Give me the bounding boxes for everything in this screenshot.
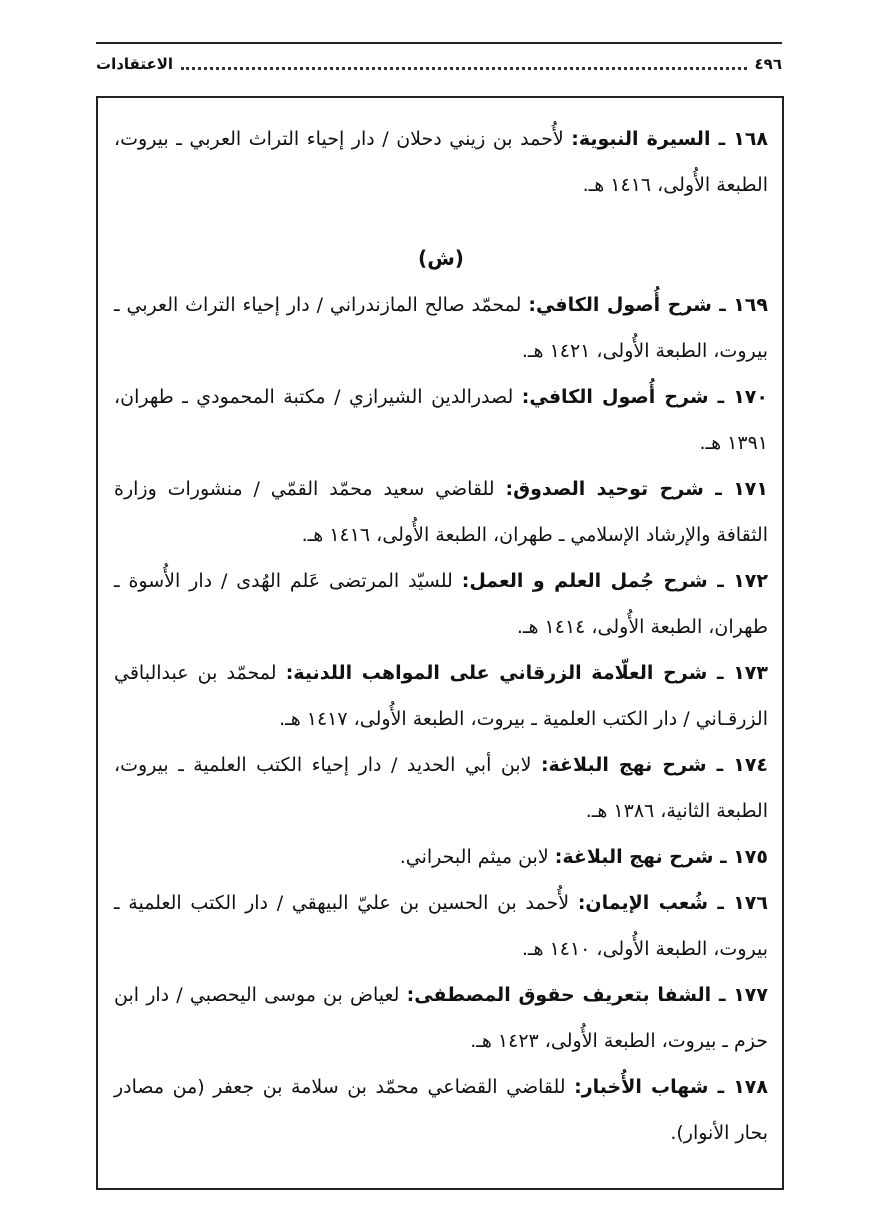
entry-number: ١٧١ (733, 478, 768, 500)
entry-body: للسيّد المرتضى عَلم الهُدى / دار الأُسوة ـ طهران، الطبعة الأُولى، ١٤١٤ هـ. (114, 570, 768, 638)
bibliography-entry: ١٧٧ ـ الشفا بتعريف حقوق المصطفى: لعياض بن موسى اليحصبي / دار ابن حزم ـ بيروت، الطبعة الأُولى، ١٤٢٣ هـ. (114, 984, 768, 1052)
entry-body: للقاضي القضاعي محمّد بن سلامة بن جعفر (من مصادر بحار الأنوار). (114, 1076, 768, 1144)
entry-title: شرح أُصول الكافي: (521, 386, 709, 408)
entry-body: للقاضي سعيد محمّد القمّي / منشورات وزارة الثقافة والإرشاد الإسلامي ـ طهران، الطبعة الأُولى، ١٤١٦ هـ. (114, 478, 768, 546)
entry-title: شرح جُمل العلم و العمل: (461, 570, 708, 592)
entry-body: لأُحمد بن زيني دحلان / دار إحياء التراث العربي ـ بيروت، الطبعة الأُولى، ١٤١٦ هـ. (114, 128, 768, 196)
entry-title: شرح توحيد الصدوق: (505, 478, 704, 500)
bibliography-entry: ١٧١ ـ شرح توحيد الصدوق: للقاضي سعيد محمّد القمّي / منشورات وزارة الثقافة والإرشاد الإسلامي ـ طهران، الطبعة الأُولى، ١٤١٦ هـ. (114, 478, 768, 546)
bibliography-entry: ١٧٤ ـ شرح نهج البلاغة: لابن أبي الحديد / دار إحياء الكتب العلمية ـ بيروت، الطبعة الثانية، ١٣٨٦ هـ. (114, 754, 769, 822)
entry-body: لمحمّد صالح المازندراني / دار إحياء التراث العربي ـ بيروت، الطبعة الأُولى، ١٤٢١ هـ. (114, 294, 768, 362)
entry-number: ١٦٨ (733, 128, 769, 150)
entry-body: لأُحمد بن الحسين بن عليّ البيهقي / دار الكتب العلمية ـ بيروت، الطبعة الأُولى، ١٤١٠ هـ. (114, 892, 768, 960)
entry-number: ١٧٠ (733, 386, 768, 408)
entry-number: ١٧٢ (733, 570, 768, 592)
running-title: الاعتقادات (96, 55, 174, 73)
entry-number: ١٧٤ (733, 754, 769, 776)
entry-title: شهاب الأُخبار: (574, 1076, 709, 1098)
entry-number: ١٦٩ (733, 294, 768, 316)
entry-number: ١٧٦ (733, 892, 768, 914)
entry-title: شرح نهج البلاغة: (554, 846, 714, 868)
bibliography-entry: ١٧٣ ـ شرح العلّامة الزرقاني على المواهب اللدنية: لمحمّد بن عبدالباقي الزرقـاني / دار الكتب العلمية ـ بيروت، الطبعة الأُولى، ١٤١٧ هـ. (114, 662, 768, 730)
bibliography-entry: ١٧٦ ـ شُعب الإيمان: لأُحمد بن الحسين بن عليّ البيهقي / دار الكتب العلمية ـ بيروت، الطبعة الأُولى، ١٤١٠ هـ. (114, 892, 768, 960)
entry-number: ١٧٣ (733, 662, 768, 684)
bibliography-entry: ١٧٢ ـ شرح جُمل العلم و العمل: للسيّد المرتضى عَلم الهُدى / دار الأُسوة ـ طهران، الطبعة الأُولى، ١٤١٤ هـ. (114, 570, 768, 638)
bibliography-entry: ١٧٠ ـ شرح أُصول الكافي: لصدرالدين الشيرازي / مكتبة المحمودي ـ طهران، ١٣٩١ هـ. (114, 386, 768, 454)
entry-body: لمحمّد بن عبدالباقي الزرقـاني / دار الكتب العلمية ـ بيروت، الطبعة الأُولى، ١٤١٧ هـ. (114, 662, 768, 730)
bibliography-entry: ١٦٨ ـ السيرة النبوية: لأُحمد بن زيني دحلان / دار إحياء التراث العربي ـ بيروت، الطبعة الأُولى، ١٤١٦ هـ. (114, 128, 769, 196)
entry-body: لابن أبي الحديد / دار إحياء الكتب العلمية ـ بيروت، الطبعة الثانية، ١٣٨٦ هـ. (114, 754, 768, 822)
entry-body: لعياض بن موسى اليحصبي / دار ابن حزم ـ بيروت، الطبعة الأُولى، ١٤٢٣ هـ. (114, 984, 768, 1052)
entry-title: السيرة النبوية: (571, 128, 711, 150)
bibliography-entry: ١٧٥ ـ شرح نهج البلاغة: لابن ميثم البحراني. (399, 846, 768, 868)
page-header (96, 50, 782, 78)
bibliography-entry: ١٧٨ ـ شهاب الأُخبار: للقاضي القضاعي محمّد بن سلامة بن جعفر (من مصادر بحار الأنوار). (114, 1076, 768, 1144)
header-dotted-leader (181, 67, 747, 70)
entry-title: شرح أُصول الكافي: (528, 294, 712, 316)
entry-title: شرح العلّامة الزرقاني على المواهب اللدنية: (285, 662, 708, 684)
section-heading: (ش) (418, 246, 464, 270)
entry-title: شُعب الإيمان: (577, 892, 709, 914)
entry-body: لصدرالدين الشيرازي / مكتبة المحمودي ـ طهران، ١٣٩١ هـ. (114, 386, 768, 454)
bibliography-entry: ١٦٩ ـ شرح أُصول الكافي: لمحمّد صالح المازندراني / دار إحياء التراث العربي ـ بيروت، الطبعة الأُولى، ١٤٢١ هـ. (114, 294, 768, 362)
bibliography-list (98, 116, 784, 1156)
page-number: ٤٩٦ (754, 55, 782, 73)
entry-title: شرح نهج البلاغة: (540, 754, 707, 776)
entry-number: ١٧٥ (733, 846, 768, 868)
entry-number: ١٧٨ (733, 1076, 768, 1098)
entry-number: ١٧٧ (733, 984, 768, 1006)
top-rule (96, 42, 782, 44)
entry-title: الشفا بتعريف حقوق المصطفى: (406, 984, 712, 1006)
entry-body: لابن ميثم البحراني. (399, 846, 549, 868)
